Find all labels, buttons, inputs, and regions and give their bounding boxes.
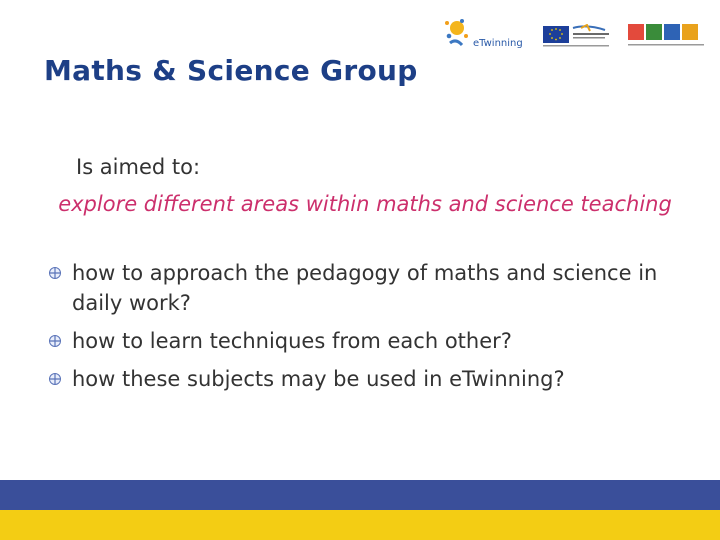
intro-text: Is aimed to: (76, 155, 201, 179)
bullet-item (48, 326, 688, 356)
frse-logo-icon (626, 22, 708, 52)
eu-lifelong-learning-logo (543, 24, 613, 50)
subtitle-text: explore different areas within maths and science teaching (58, 192, 672, 216)
bullet-item (48, 258, 688, 318)
bullet-item (48, 364, 688, 394)
bullet-icon (48, 266, 62, 280)
footer-band-yellow (0, 510, 720, 540)
bullet-text: how these subjects may be used in eTwinning? (72, 367, 565, 391)
eu-flag-icon (543, 24, 613, 50)
etwinning-logo (440, 16, 530, 52)
bullet-text: how to learn techniques from each other? (72, 329, 512, 353)
bullet-icon (48, 334, 62, 348)
bullet-list (48, 258, 688, 402)
footer-band-blue (0, 480, 720, 510)
etwinning-logo-text: eTwinning (473, 38, 523, 49)
bullet-text: how to approach the pedagogy of maths and science in daily work? (72, 261, 658, 315)
etwinning-star-icon (440, 16, 476, 50)
frse-logo (626, 22, 708, 52)
slide-title: Maths & Science Group (44, 54, 418, 87)
bullet-icon (48, 372, 62, 386)
